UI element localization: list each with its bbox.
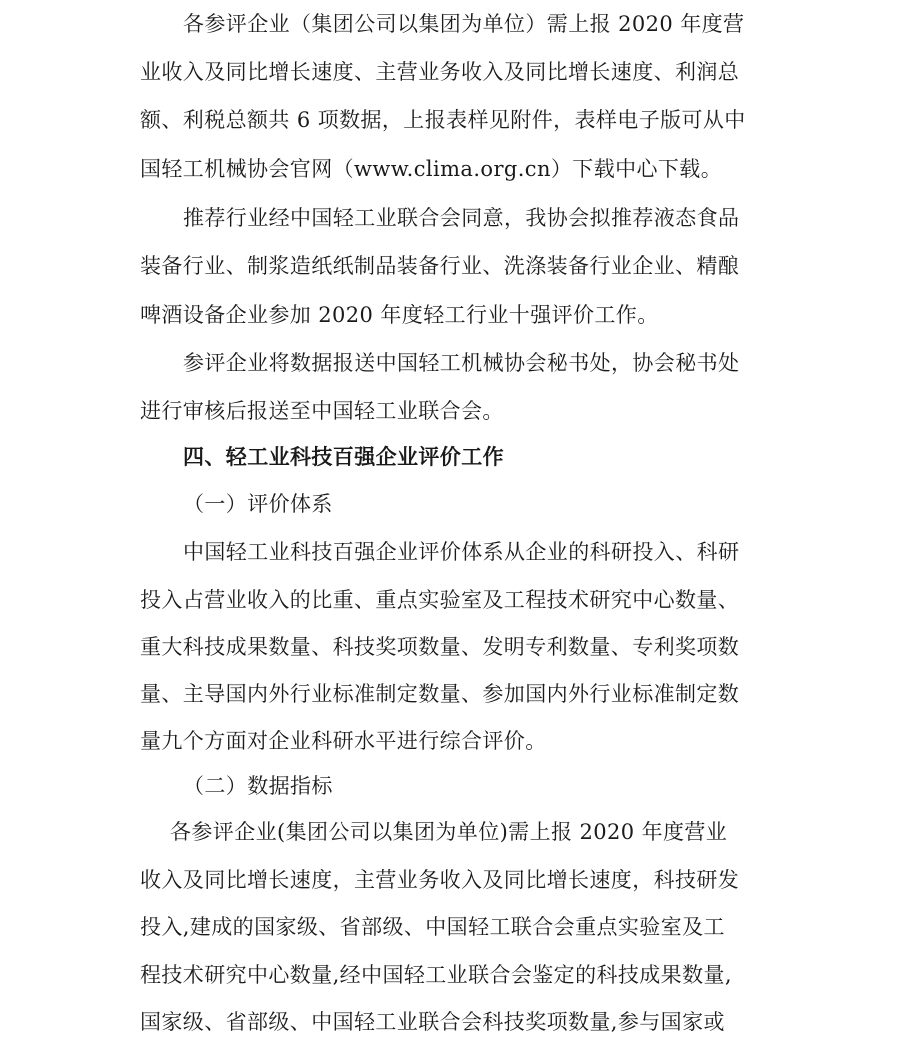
- paragraph-line: 投入,建成的国家级、省部级、中国轻工联合会重点实验室及工: [140, 915, 725, 939]
- section-heading: 四、轻工业科技百强企业评价工作: [183, 445, 504, 469]
- subsection-heading: （一）评价体系: [183, 492, 333, 516]
- paragraph-line: 各参评企业(集团公司以集团为单位)需上报 2020 年度营业: [170, 820, 728, 844]
- paragraph-line: 程技术研究中心数量,经中国轻工业联合会鉴定的科技成果数量,: [140, 963, 732, 987]
- paragraph-line: 装备行业、制浆造纸纸制品装备行业、洗涤装备行业企业、精酿: [140, 254, 740, 278]
- paragraph-line: 啤酒设备企业参加 2020 年度轻工行业十强评价工作。: [140, 303, 659, 327]
- paragraph-line: 中国轻工业科技百强企业评价体系从企业的科研投入、科研: [183, 540, 740, 564]
- paragraph-line: 推荐行业经中国轻工业联合会同意，我协会拟推荐液态食品: [183, 206, 740, 230]
- paragraph-line: 国轻工机械协会官网（www.clima.org.cn）下载中心下载。: [140, 157, 723, 181]
- paragraph-line: 国家级、省部级、中国轻工业联合会科技奖项数量,参与国家或: [140, 1010, 725, 1034]
- paragraph-line: 重大科技成果数量、科技奖项数量、发明专利数量、专利奖项数: [140, 635, 740, 659]
- paragraph-line: 收入及同比增长速度，主营业务收入及同比增长速度，科技研发: [140, 868, 740, 892]
- subsection-heading: （二）数据指标: [183, 774, 333, 798]
- paragraph-line: 投入占营业收入的比重、重点实验室及工程技术研究中心数量、: [140, 588, 740, 612]
- paragraph-line: 量、主导国内外行业标准制定数量、参加国内外行业标准制定数: [140, 682, 740, 706]
- paragraph-line: 各参评企业（集团公司以集团为单位）需上报 2020 年度营: [183, 12, 745, 36]
- paragraph-line: 业收入及同比增长速度、主营业务收入及同比增长速度、利润总: [140, 60, 740, 84]
- paragraph-line: 进行审核后报送至中国轻工业联合会。: [140, 399, 504, 423]
- paragraph-line: 参评企业将数据报送中国轻工机械协会秘书处，协会秘书处: [183, 351, 740, 375]
- paragraph-line: 量九个方面对企业科研水平进行综合评价。: [140, 729, 547, 753]
- paragraph-line: 额、利税总额共 6 项数据，上报表样见附件，表样电子版可从中: [140, 108, 746, 132]
